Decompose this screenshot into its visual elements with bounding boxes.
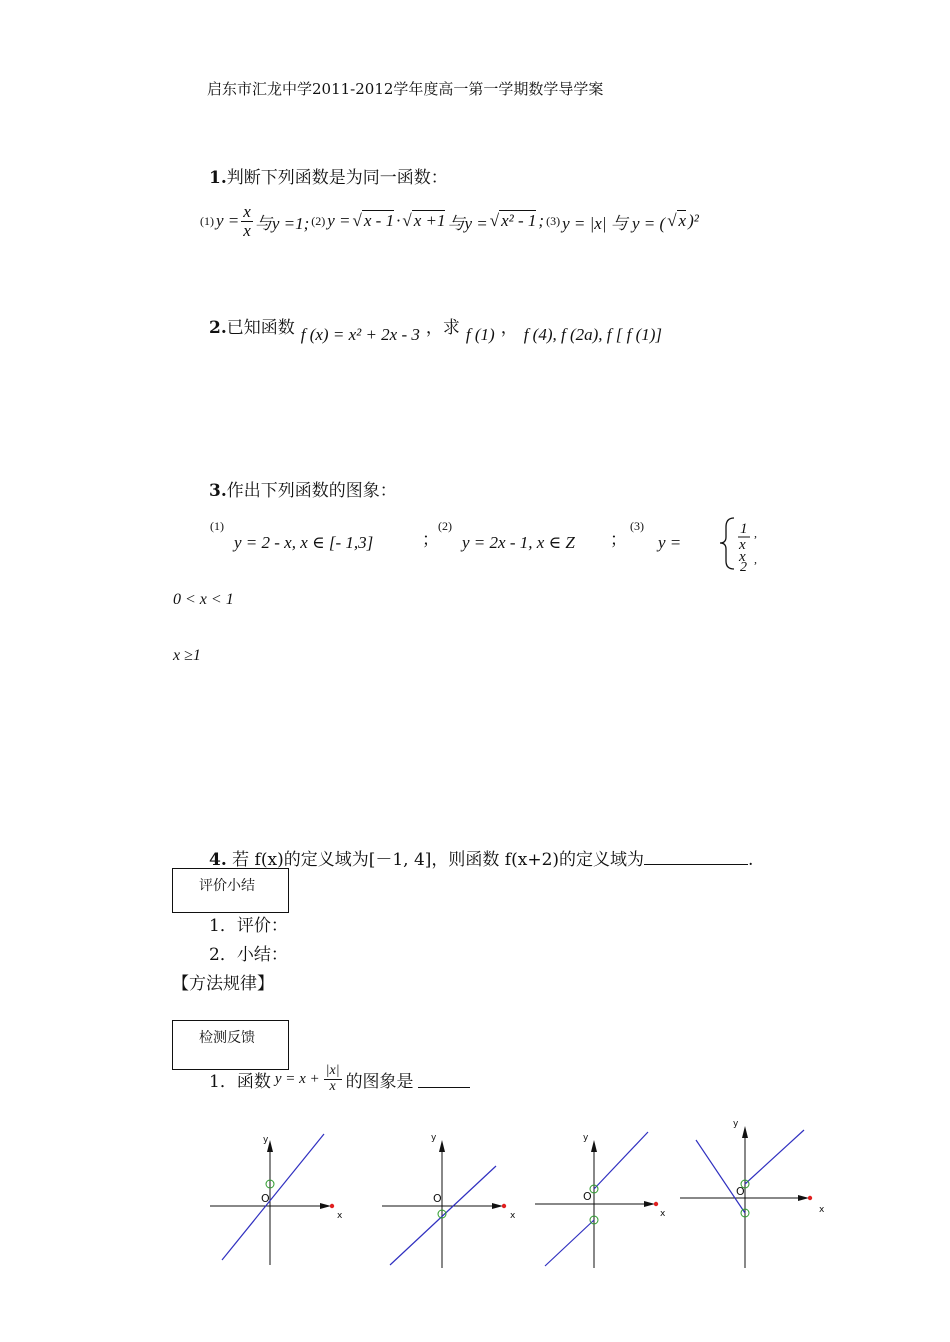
feedback-answer-blank[interactable] <box>418 1071 470 1088</box>
separator-2: ； <box>610 530 627 549</box>
question-1-prompt <box>209 163 448 188</box>
sqrt-x-plus-1: x +1 <box>413 211 446 230</box>
question-2-text: 已知函数 <box>226 317 295 338</box>
question-2-number: 2. <box>209 317 227 338</box>
item-3-label: (3) <box>546 213 561 228</box>
svg-text:2: 2 <box>740 560 747 571</box>
summary-item-conclusion: 2．小结： <box>209 945 288 965</box>
svg-text:1: 1 <box>740 521 748 537</box>
graph-b-origin: O <box>433 1192 442 1205</box>
feedback-q-suffix: 的图象是 <box>345 1072 414 1092</box>
question-4-text: 若 f(x)的定义域为[－1, 4]，则函数 f(x+2)的定义域为 <box>232 850 645 870</box>
item-3-lhs: y = |x| 与 y = ( <box>562 213 666 233</box>
svg-text:x: x <box>739 549 746 565</box>
graph-b-y-label: y <box>431 1133 437 1143</box>
question-4 <box>209 845 753 870</box>
graph-c-origin: O <box>583 1190 592 1203</box>
condition-2: x ≥1 <box>173 647 201 664</box>
question-2-ask: ，求 <box>425 317 460 338</box>
graph-option-a[interactable] <box>210 1134 343 1265</box>
answer-graphs <box>200 1110 840 1280</box>
graph-d-origin: O <box>736 1185 745 1198</box>
answer-blank[interactable] <box>644 848 748 865</box>
item-2-lhs: y = <box>327 211 351 230</box>
graph-option-d[interactable] <box>680 1119 825 1268</box>
graph-b-x-label: x <box>510 1211 516 1221</box>
feedback-question-1 <box>209 1052 470 1107</box>
graph-option-b[interactable] <box>382 1133 516 1268</box>
svg-text:,: , <box>754 552 757 566</box>
sqrt-x-squared-minus-1: x² - 1 <box>501 211 537 230</box>
question-1-text: 判断下列函数是为同一函数： <box>226 168 448 188</box>
question-1-number: 1. <box>209 168 227 188</box>
svg-text:,: , <box>754 526 757 540</box>
part-3-lhs: y = <box>658 533 682 552</box>
piecewise-brace <box>716 515 786 571</box>
dot: · <box>396 211 401 230</box>
graph-d-x-label: x <box>819 1205 825 1215</box>
part-1-label: (1) <box>210 519 224 533</box>
item-2-mid: 与y = <box>447 213 488 233</box>
question-2 <box>209 305 662 345</box>
item-3-rhs: )² <box>688 211 699 230</box>
item-2-end: ; <box>538 211 545 230</box>
sqrt-x: x <box>678 211 687 230</box>
question-2-comma: ， <box>500 317 518 338</box>
question-3-text: 作出下列函数的图象： <box>226 481 397 501</box>
question-4-end: . <box>748 850 754 870</box>
summary-box <box>172 868 289 913</box>
item-1-lhs: y = <box>216 211 240 230</box>
sqrt-x-minus-1: x - 1 <box>363 211 395 230</box>
item-2-label: (2) <box>311 213 326 228</box>
method-heading: 【方法规律】 <box>172 974 274 994</box>
question-4-number: 4. <box>209 850 227 870</box>
summary-box-label: 评价小结 <box>199 878 255 894</box>
graph-a-y-label: y <box>263 1135 269 1145</box>
summary-item-evaluation: 1．评价： <box>209 916 288 936</box>
f-of-1: f (1) <box>465 325 495 344</box>
graph-a-origin: O <box>261 1192 270 1205</box>
graph-c-y-label: y <box>583 1133 589 1143</box>
graph-c-x-label: x <box>660 1209 666 1219</box>
question-1-items: (1) y = $\frac{x}{x}$ 与y =1; (2) y = √ x - 1 · √ x +1 与y = √ x² - 1 ; (3) y = |x| 与 y = ( √ x )² <box>200 201 699 240</box>
item-1-label: (1) <box>200 213 214 228</box>
feedback-q-lhs: y = x + <box>274 1071 320 1087</box>
part-1-function: y = 2 - x, x ∈ [- 1,3] <box>234 533 374 552</box>
graph-a-x-label: x <box>337 1211 343 1221</box>
condition-1: 0 < x < 1 <box>173 591 234 608</box>
item-1-rhs: 与y =1; <box>254 213 310 233</box>
values-to-find: f (4), f (2a), f [ f (1)] <box>523 325 663 344</box>
fraction-x-over-x: $\frac{x}{x}$ <box>243 201 251 240</box>
part-2-label: (2) <box>438 519 452 533</box>
graph-d-y-label: y <box>733 1119 739 1129</box>
part-2-function: y = 2x - 1, x ∈ Z <box>462 533 575 552</box>
fraction-abs-x-over-x: $\frac{|x|}{x}$ <box>325 1063 340 1094</box>
question-3-items <box>210 515 790 570</box>
part-3-label: (3) <box>630 519 644 533</box>
graph-option-c[interactable] <box>535 1132 666 1268</box>
question-3-number: 3. <box>209 481 227 501</box>
feedback-box-label: 检测反馈 <box>199 1030 255 1046</box>
svg-text:x: x <box>739 537 746 553</box>
feedback-q-prefix: 1．函数 <box>209 1072 271 1092</box>
separator-1: ； <box>422 530 439 549</box>
function-definition: f (x) = x² + 2x - 3 <box>300 325 420 344</box>
question-3-prompt <box>209 476 397 501</box>
page-header: 启东市汇龙中学2011-2012学年度高一第一学期数学导学案 <box>207 80 604 98</box>
